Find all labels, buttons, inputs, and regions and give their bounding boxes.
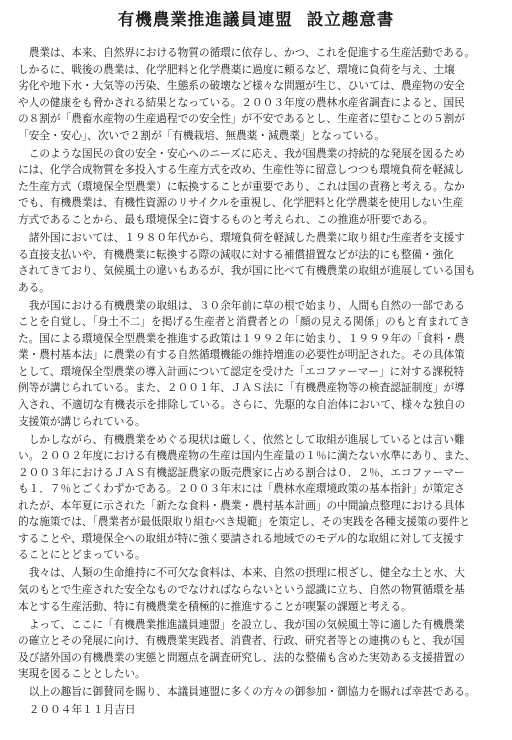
paragraph-line: 我が国における有機農業の取組は、３０余年前に草の根で始まり、人間も自然の一部である xyxy=(28,298,465,312)
paragraph-line: 本とする生産活動、特に有機農業を積極的に推進することが喫緊の課題と考える。 xyxy=(18,599,412,613)
paragraph xyxy=(18,565,494,615)
paragraph xyxy=(18,684,494,701)
paragraph-line: れたが、本年夏に示された「新たな食料・農業・農村基本計画」の中間論点整理における具体 xyxy=(18,498,465,512)
paragraph-line: として、環境保全型農業の導入計画について認定を受けた「エコファーマー」に対する課税特 xyxy=(18,364,465,378)
paragraph-line: 的な施策では、「農業者が最低限取り組むべき規範」を策定し、その実践を各種支援策の要件と xyxy=(18,515,471,529)
paragraph-line: た生産方式（環境保全型農業）に転換することが重要であり、これは国の責務と考える。なか xyxy=(18,179,465,193)
paragraph-line: しかしながら、有機農業をめぐる現状は厳しく、依然として取組が進展しているとは言い難 xyxy=(28,432,465,446)
paragraph-line: ることにとどまっている。 xyxy=(18,548,146,562)
paragraph-line: や人の健康をも脅かされる結果となっている。２００３年度の農林水産省調査によると、国民 xyxy=(18,95,465,109)
paragraph-line: も１．７％とごくわずかである。２００３年末には「農林水産環境政策の基本指針」が策定さ xyxy=(18,482,465,496)
paragraph xyxy=(18,230,494,296)
document-body xyxy=(18,45,494,701)
paragraph xyxy=(18,432,494,564)
paragraph-line: 実現を図ることとしたい。 xyxy=(18,667,146,681)
paragraph-line: 諸外国においては、１９８０年代から、環境負荷を軽減した農業に取り組む生産者を支援す xyxy=(28,231,465,245)
paragraph-line: 方式であることから、最も環境保全に資するものと考えられ、この推進が肝要である。 xyxy=(18,212,434,226)
paragraph-line: でも、有機農業は、有機性資源のリサイクルを重視し、化学肥料と化学農薬を使用しない生産 xyxy=(18,196,464,210)
paragraph-line: することや、環境保全への取組が特に強く要請される地域でのモデル的な取組に対して支援す xyxy=(18,531,465,545)
paragraph-line: た。国による環境保全型農業を推進する政策は１９９２年に始まり、１９９９年の「食料・農 xyxy=(18,331,465,345)
paragraph-line: よって、ここに「有機農業推進議員連盟」を設立し、我が国の気候風土等に適した有機農業 xyxy=(28,617,465,631)
paragraph-line: い。２００２年度における有機農産物の生産は国内生産量の１％に満たない水準にあり、また、 xyxy=(18,449,476,463)
paragraph-line: る直接支払いや、有機農業に転換する際の減収に対する補償措置などが法的にも整備・強化 xyxy=(18,247,454,261)
paragraph-line: の８割が「農畜水産物の生産過程での安全性」が不安であるとし、生産者に望むことの５割が xyxy=(18,112,465,126)
paragraph xyxy=(18,146,494,229)
paragraph-line: されてきており、気候風土の違いもあるが、我が国に比べて有機農業の取組が進展している国も xyxy=(18,264,476,278)
paragraph-line: 農業は、本来、自然界における物質の循環に依存し、かつ、これを促進する生産活動である。 xyxy=(28,46,476,59)
paragraph-line: 例等が講じられている。また、２００１年、ＪＡＳ法に「有機農産物等の検査認証制度」が導 xyxy=(18,381,465,395)
document-title xyxy=(18,9,494,31)
paragraph xyxy=(18,617,494,683)
title-subject: 設立趣意書 xyxy=(306,10,395,29)
paragraph-line: 業・農村基本法」に農業の有する自然循環機能の維持増進の必要性が明記された。その具体策 xyxy=(18,348,465,362)
paragraph-line: 劣化や地下水・大気等の汚染、生態系の破壊など様々な問題が生じ、ひいては、農産物の安全 xyxy=(18,79,465,93)
paragraph-line: 入され、不適切な有機表示を排除している。さらに、先駆的な自治体において、様々な独自の xyxy=(18,397,466,411)
paragraph-line: ある。 xyxy=(18,280,50,294)
title-organization: 有機農業推進議員連盟 xyxy=(117,10,293,29)
paragraph-line: 「安全・安心」、次いで２割が「有機栽培、無農薬・減農薬」となっている。 xyxy=(18,128,385,142)
paragraph-line: ２００３年におけるＪＡＳ有機認証農家の販売農家に占める割合は０．２％、エコファーマー xyxy=(18,465,465,479)
paragraph xyxy=(18,45,494,144)
paragraph-line: 支援策が講じられている。 xyxy=(18,414,146,428)
paragraph-line: 及び諸外国の有機農業の実態と問題点を調査研究し、法的な整備も含めた実効ある支援措置の xyxy=(18,650,465,664)
document-date: ２００４年１１月吉日 xyxy=(28,703,136,717)
paragraph-line: 気のもとで生産された安全なものでなければならないという認識に立ち、自然の物質循環を基 xyxy=(18,583,465,596)
paragraph-line: ことを自覚し、「身土不二」を掲げる生産者と消費者との「顔の見える関係」のもと育まれてき xyxy=(18,315,471,329)
paragraph-line: しかるに、戦後の農業は、化学肥料と化学農薬に過度に頼るなど、環境に負荷を与え、土壌 xyxy=(18,62,455,76)
paragraph-line: 我々は、人類の生命維持に不可欠な食料は、本来、自然の摂理に根ざし、健全な土と水、大 xyxy=(28,566,465,580)
paragraph-line: の確立とその発展に向け、有機農業実践者、消費者、行政、研究者等との連携のもと、我が国 xyxy=(18,634,465,648)
paragraph-line: このような国民の食の安全・安心へのニーズに応え、我が国農業の持続的な発展を図るため xyxy=(28,146,465,160)
paragraph xyxy=(18,298,494,430)
paragraph-line: 以上の趣旨に御賛同を賜り、本議員連盟に多くの方々の御参加・御協力を賜れば幸甚である。 xyxy=(28,685,476,699)
paragraph-line: には、化学合成物質を多投入する生産方式を改め、生産性等に留意しつつも環境負荷を軽減し xyxy=(18,163,465,177)
